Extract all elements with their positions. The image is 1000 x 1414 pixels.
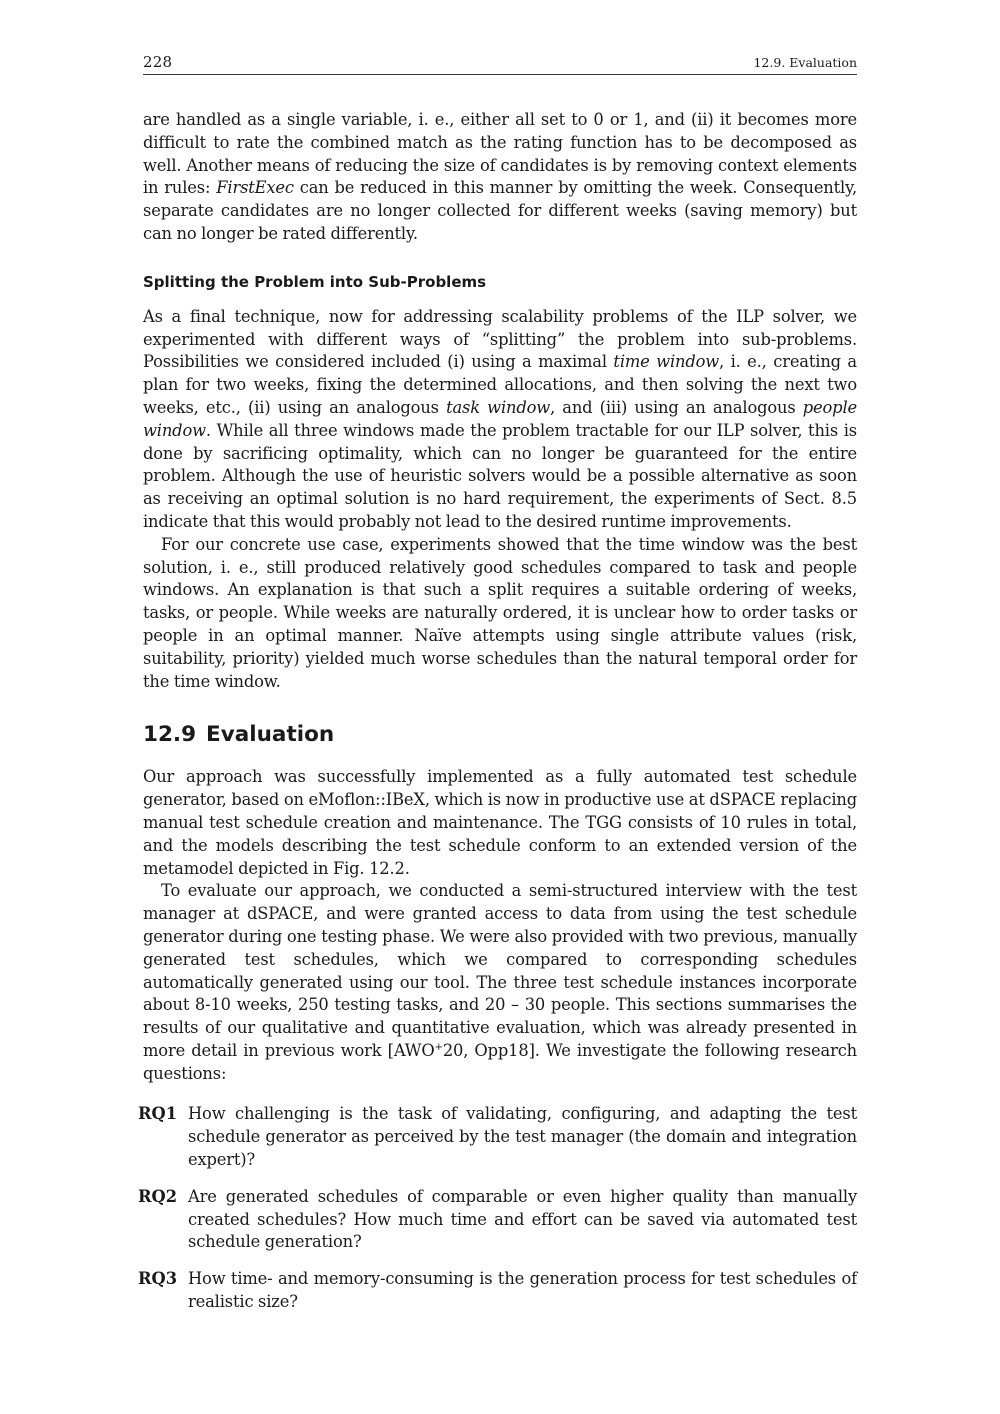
page-body: [138, 109, 858, 1328]
rq-label: RQ3: [138, 1269, 178, 1289]
research-question-item: [138, 1103, 857, 1171]
rq-label: RQ2: [138, 1186, 178, 1206]
superscript: +: [434, 1041, 443, 1053]
rq-text: How challenging is the task of validating, configuring, and adapting the test schedule generator as perceived by the test manager (the domain and integration expert)?: [188, 1104, 857, 1170]
rq-label: RQ1: [138, 1104, 178, 1124]
paragraph-1: [143, 109, 857, 246]
paragraph-5: [143, 880, 857, 1085]
research-question-item: [138, 1268, 857, 1314]
text-run: , and (iii) using an analogous: [550, 397, 803, 417]
page-header: [143, 54, 857, 75]
research-question-item: [138, 1186, 857, 1254]
paragraph-3: For our concrete use case, experiments showed that the time window was the best solution, i. e., still produced relatively good schedules compared to task and people windows. An explanation is that such a split requires a suitable ordering of weeks, tasks, or people. While weeks are naturally ordered, it is unclear how to order tasks or people in an optimal manner. Naïve attempts using single attribute values (risk, suitability, priority) yielded much worse schedules than the natural temporal order for the time window.: [143, 534, 857, 691]
text-run: 20, Opp18]. We investigate the following research questions:: [143, 1040, 858, 1083]
section-heading: [143, 721, 857, 749]
rq-text: Are generated schedules of comparable or even higher quality than manually created schedules? How much time and effort can be saved via automated test schedule generation?: [188, 1186, 857, 1252]
research-question-list: [138, 1103, 857, 1313]
section-title: Evaluation: [206, 722, 335, 748]
text-run: can be reduced in this manner by omitting the week. Consequently, separate candidates are no longer collected for different weeks (saving memory) but can no longer be rated differently.: [143, 178, 857, 243]
text-run: , i. e., creating a plan for two weeks, fixing the determined allocations, and then solving the next two weeks, etc., (ii) using an analogous: [143, 352, 857, 417]
italic-term: time window: [613, 352, 720, 372]
italic-term: task window: [446, 397, 551, 417]
text-run: To evaluate our approach, we conducted a semi-structured interview with the test manager at dSPACE, and were granted access to data from using the test schedule generator during one testing phase. We were also provided with two previous, manually generated test schedules, which we compared to corresponding schedules automatically generated using our tool. The three test schedule instances incorporate about 8-10 weeks, 250 testing tasks, and 20 – 30 people. This sections summarises the results of our qualitative and quantitative evaluation, which was already presented in more detail in previous work [AWO: [143, 881, 857, 1060]
subsection-heading: Splitting the Problem into Sub-Problems: [143, 272, 487, 291]
running-head: 12.9. Evaluation: [753, 55, 857, 70]
text-run: are handled as a single variable, i. e., either all set to 0 or 1, and (ii) it becomes more difficult to rate the combined match as the rating function has to be decomposed as well. Another means of reducing the size of candidates is by removing context elements in rules:: [143, 110, 857, 198]
text-run: . While all three windows made the problem tractable for our ILP solver, this is done by sacrificing optimality, which can no longer be guaranteed for the entire problem. Although the use of heuristic solvers would be a possible alternative as soon as receiving an optimal solution is no hard requirement, the experiments of Sect. 8.5 indicate that this would probably not lead to the desired runtime improvements.: [143, 420, 857, 531]
paragraph-2: [143, 306, 857, 534]
section-number: 12.9: [143, 722, 197, 748]
italic-term: people window: [143, 397, 857, 440]
italic-term: FirstExec: [216, 178, 294, 198]
paragraph-4: Our approach was successfully implemented as a fully automated test schedule generator, based on eMoflon::IBeX, which is now in productive use at dSPACE replacing manual test schedule creation and maintenance. The TGG consists of 10 rules in total, and the models describing the test schedule conform to an extended version of the metamodel depicted in Fig. 12.2.: [143, 767, 857, 878]
rq-text: How time- and memory-consuming is the generation process for test schedules of realistic size?: [188, 1269, 857, 1312]
text-run: As a final technique, now for addressing scalability problems of the ILP solver, we experimented with different ways of “splitting” the problem into sub-problems. Possibilities we considered included (i) using a maximal: [143, 306, 857, 372]
page-number: 228: [143, 53, 173, 71]
